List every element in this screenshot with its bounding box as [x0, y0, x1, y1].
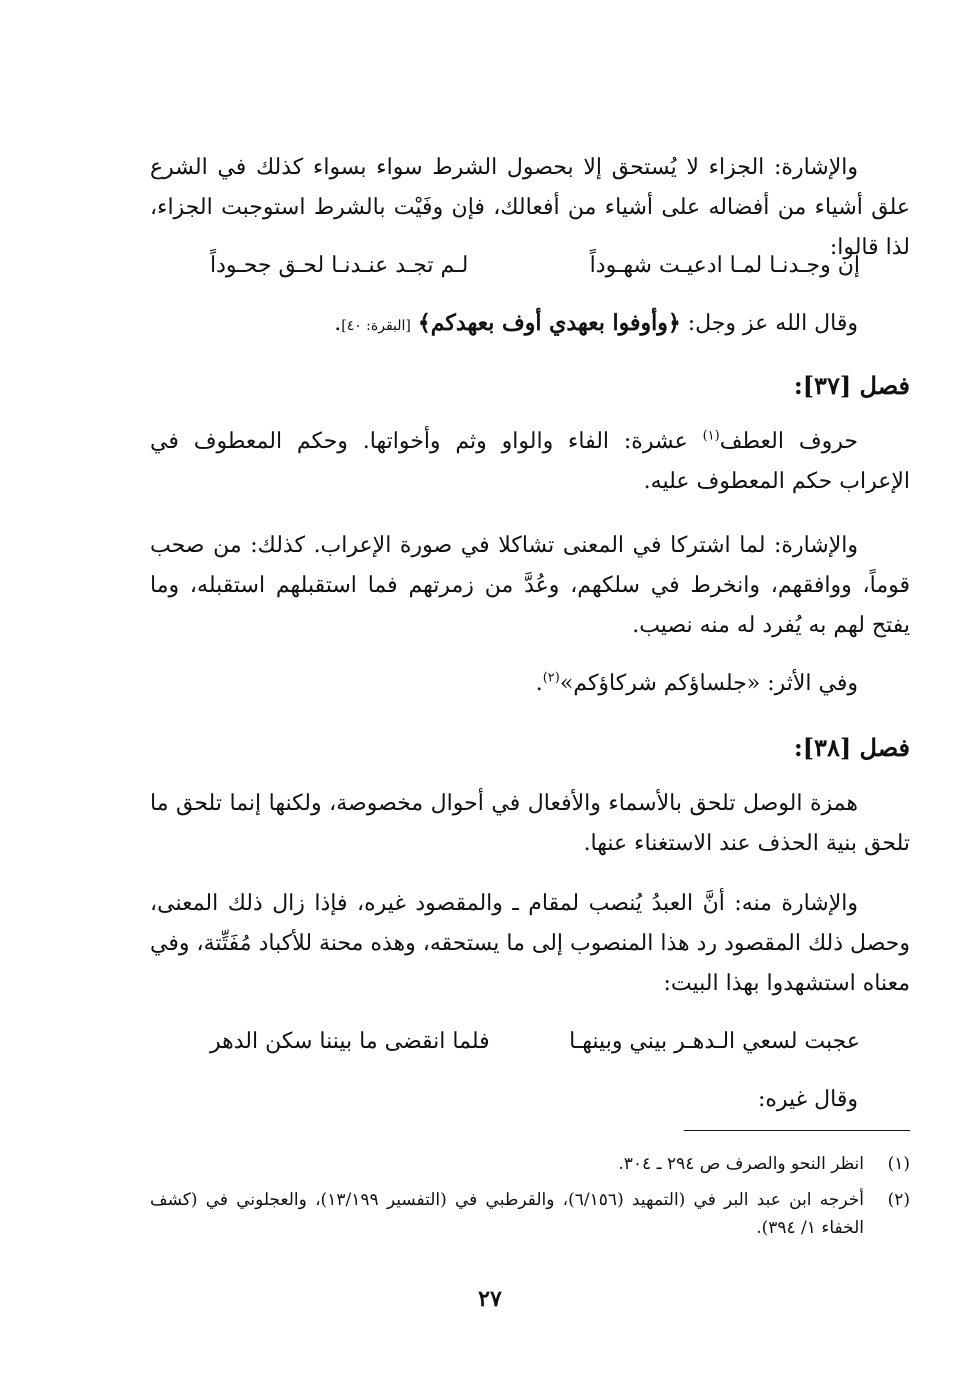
paragraph-4	[150, 526, 910, 646]
paragraph-5-end: .	[535, 671, 543, 696]
paragraph-3	[150, 422, 910, 502]
paragraph-5	[150, 664, 910, 704]
paragraph-5-lead: وفي الأثر: «جلساؤكم شركاؤكم»	[559, 671, 858, 696]
footnote-2-number: (٢)	[887, 1190, 910, 1210]
footnote-1	[150, 1150, 910, 1178]
verse-1	[210, 246, 860, 286]
footnote-1-number: (١)	[887, 1154, 910, 1174]
verse-1-first-hemistich: إن وجـدنـا لمـا ادعيـت شهـوداً	[589, 253, 860, 278]
footnote-1-text: انظر النحو والصرف ص ٢٩٤ ـ ٣٠٤.	[618, 1154, 864, 1174]
paragraph-7-text: والإشارة منه: أنَّ العبدُ يُنصب لمقام ـ والمقصود غيره، فإذا زال ذلك المعنى، وحصل ذلك المقصود رد هذا المنصوب إلى ما يستحقه، وهذه محنة للأكباد مُفَتِّتة، وفي معناه استشهدوا بهذا البيت:	[150, 891, 910, 996]
paragraph-2-lead: وقال الله عز وجل:	[687, 311, 858, 336]
footnote-ref-1[interactable]: (١)	[702, 428, 720, 444]
page-number: ٢٧	[478, 1286, 502, 1312]
verse-2-second-hemistich: فلما انقضى ما بيننا سكن الدهر	[210, 1029, 490, 1054]
paragraph-1-text: والإشارة: الجزاء لا يُستحق إلا بحصول الشرط سواء بسواء كذلك في الشرع علق أشياء من أفضاله على أشياء من أفعالك، فإن وفَيْت بالشرط استوجبت الجزاء، لذا قالوا:	[150, 155, 910, 260]
paragraph-7	[150, 884, 910, 1004]
footnote-ref-2[interactable]: (٢)	[542, 670, 560, 686]
paragraph-2	[150, 303, 910, 346]
paragraph-8-text: وقال غيره:	[757, 1087, 858, 1112]
paragraph-3-lead: حروف العطف	[719, 429, 858, 454]
paragraph-6-text: همزة الوصل تلحق بالأسماء والأفعال في أحوال مخصوصة، ولكنها إنما تلحق ما تلحق بنية الحذف عند الاستغناء عنها.	[150, 791, 910, 856]
section-heading-37: فصل [٣٧]:	[793, 371, 910, 400]
section-heading-38: فصل [٣٨]:	[793, 733, 910, 762]
paragraph-4-text: والإشارة: لما اشتركا في المعنى تشاكلا في صورة الإعراب. كذلك: من صحب قوماً، ووافقهم، وانخرط في سلكهم، وعُدَّ من زمرتهم فما استقبلهم استقبله، وما يفتح لهم به يُفرد له منه نصيب.	[150, 533, 910, 638]
paragraph-6	[150, 784, 910, 864]
footnote-2	[150, 1186, 910, 1242]
verse-2-first-hemistich: عجبت لسعي الـدهـر بيني وبينهـا	[569, 1029, 860, 1054]
footnote-2-text: أخرجه ابن عبد البر في (التمهيد (٦/١٥٦)، والقرطبي في (التفسير ١٣/١٩٩)، والعجلوني في (كشف الخفاء ١/ ٣٩٤).	[150, 1190, 864, 1238]
quran-verse: ﴿وأوفوا بعهدي أوف بعهدكم﴾	[417, 310, 681, 336]
paragraph-2-end: .	[334, 311, 342, 336]
paragraph-3-rest: عشرة: الفاء والواو وثم وأخواتها. وحكم المعطوف في الإعراب حكم المعطوف عليه.	[150, 429, 910, 494]
verse-1-second-hemistich: لـم تجـد عنـدنـا لحـق جحـوداً	[210, 253, 469, 278]
paragraph-8	[150, 1080, 910, 1120]
quran-reference: [البقرة: ٤٠]	[341, 318, 411, 334]
verse-2	[210, 1022, 860, 1062]
footnote-divider	[684, 1130, 910, 1131]
